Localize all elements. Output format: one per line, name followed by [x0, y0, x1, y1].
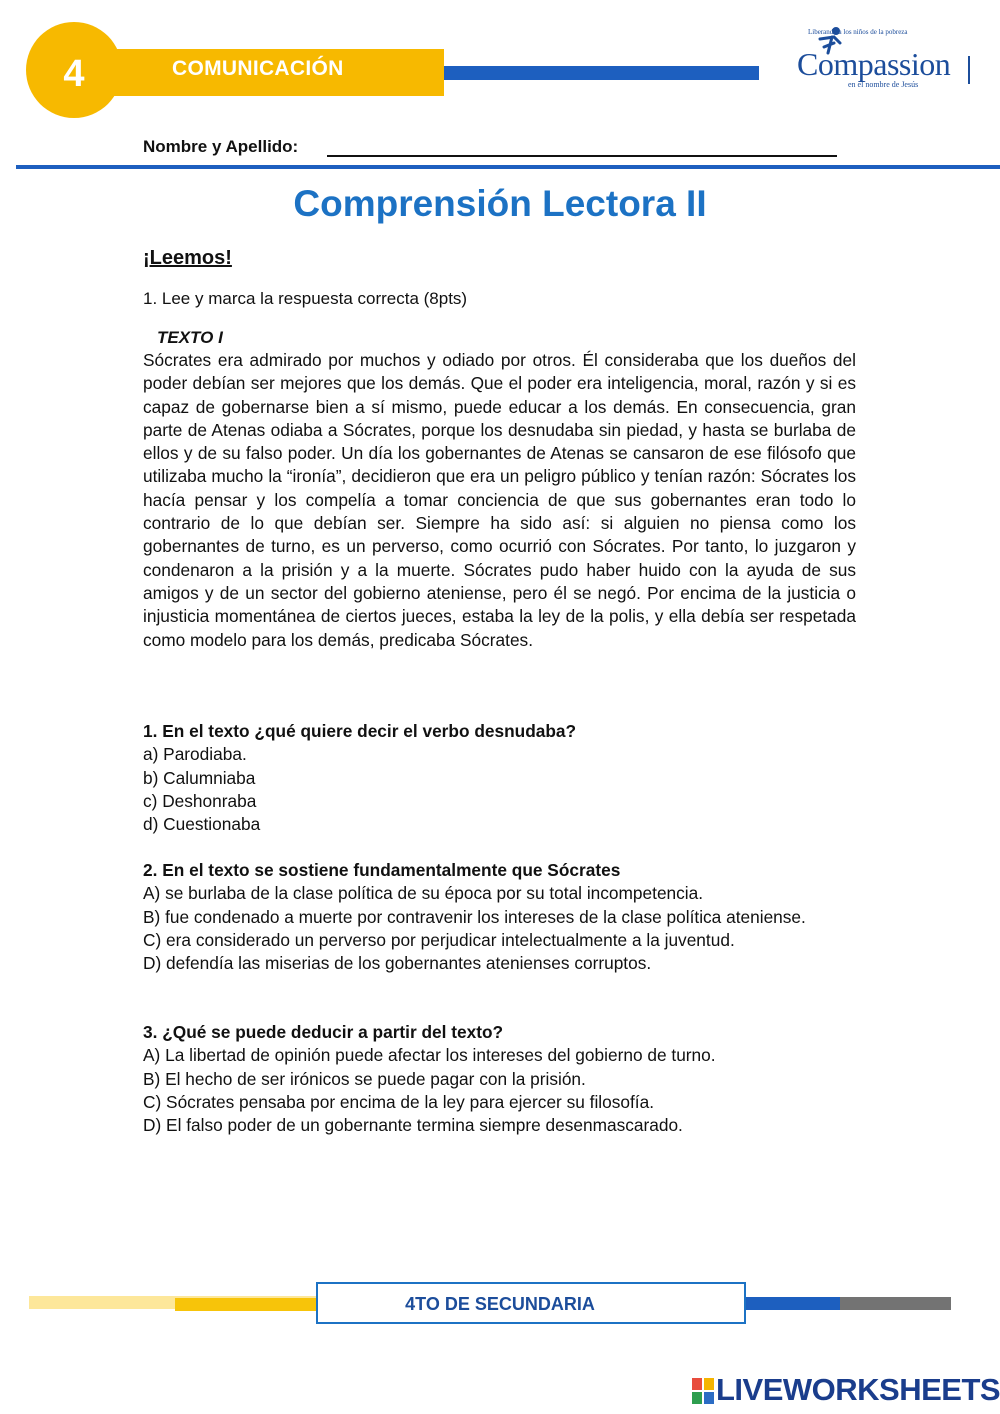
logo-divider — [968, 56, 970, 84]
footer-gray-bar — [840, 1297, 951, 1310]
answer-option[interactable]: B) fue condenado a muerte por contravenir los intereses de la clase política ateniense. — [143, 906, 806, 927]
liveworksheets-brand[interactable]: LIVEWORKSHEETS — [716, 1372, 1000, 1407]
answer-option[interactable]: A) La libertad de opinión puede afectar los intereses del gobierno de turno. — [143, 1045, 716, 1066]
question-2 — [143, 859, 856, 975]
reading-passage: Sócrates era admirado por muchos y odiado por otros. Él consideraba que los dueños del poder debían ser mejores que los demás. Que el poder era inteligencia, moral, razón y si es capaz de gobernarse bien a sí mismo, puede educar a los demás. En consecuencia, gran parte de Atenas odiaba a Sócrates, porque los desnudaba sin piedad, y hasta se burlaba de ellos y de su falso poder. Un día los gobernantes de Atenas se cansaron de ese filósofo que utilizaba mucho la “ironía”, decidieron que era un peligro público y tenían razón: Sócrates los hacía pensar y los compelía a tomar conciencia de que sus gobernantes eran todo lo contrario de lo que debían ser. Siempre ha sido así: si alguien no piensa como los gobernantes de turno, es un perverso, como ocurrió con Sócrates. Por tanto, lo juzgaron y condenaron a la prisión y a la muerte. Sócrates pudo haber huido con la ayuda de sus amigos y de un sector del gobierno ateniense, pero él se negó. Por encima de la justicia o injusticia momentánea de ciertos jueces, estaba la ley de la polis, y ella debía ser respetada como modelo para los demás, predicaba Sócrates. — [143, 350, 856, 650]
answer-option[interactable]: d) Cuestionaba — [143, 814, 261, 835]
name-label: Nombre y Apellido: — [143, 137, 299, 156]
answer-option[interactable]: C) era considerado un perverso por perjudicar intelectualmente a la juventud. — [143, 929, 735, 950]
logo-subline: en el nombre de Jesús — [848, 80, 919, 89]
answer-option[interactable]: C) Sócrates pensaba por encima de la ley para ejercer su filosofía. — [143, 1091, 655, 1112]
logo-tagline: Liberando a los niños de la pobreza — [808, 28, 908, 36]
footer-gold-bar — [175, 1298, 316, 1311]
answer-option[interactable]: b) Calumniaba — [143, 767, 256, 788]
footer-blue-bar — [746, 1297, 840, 1310]
section-heading: ¡Leemos! — [143, 247, 232, 269]
question-1 — [143, 720, 856, 836]
subject-label: COMUNICACIÓN — [172, 57, 344, 80]
question-title: 2. En el texto se sostiene fundamentalmente que Sócrates — [143, 860, 621, 880]
answer-option[interactable]: a) Parodiaba. — [143, 744, 247, 765]
answer-option[interactable]: B) El hecho de ser irónicos se puede pagar con la prisión. — [143, 1068, 586, 1089]
name-answer-line[interactable] — [327, 155, 837, 157]
header-rule — [16, 165, 1000, 169]
page-title: Comprensión Lectora II — [293, 183, 707, 224]
text-label: TEXTO I — [157, 328, 223, 347]
header-blue-bar — [444, 66, 759, 80]
grade-number: 4 — [63, 53, 85, 95]
question-title: 3. ¿Qué se puede deducir a partir del texto? — [143, 1022, 504, 1042]
footer-grade-label: 4TO DE SECUNDARIA — [405, 1294, 595, 1314]
instruction-text: 1. Lee y marca la respuesta correcta (8pts) — [143, 289, 468, 308]
question-3 — [143, 1021, 856, 1137]
logo-name: Compassion — [797, 46, 951, 82]
answer-option[interactable]: A) se burlaba de la clase política de su época por su total incompetencia. — [143, 883, 704, 904]
answer-option[interactable]: D) El falso poder de un gobernante termina siempre desenmascarado. — [143, 1115, 683, 1136]
answer-option[interactable]: c) Deshonraba — [143, 790, 257, 811]
question-title: 1. En el texto ¿qué quiere decir el verbo desnudaba? — [143, 721, 577, 741]
liveworksheets-icon — [692, 1378, 714, 1404]
answer-option[interactable]: D) defendía las miserias de los gobernantes atenienses corruptos. — [143, 953, 652, 974]
